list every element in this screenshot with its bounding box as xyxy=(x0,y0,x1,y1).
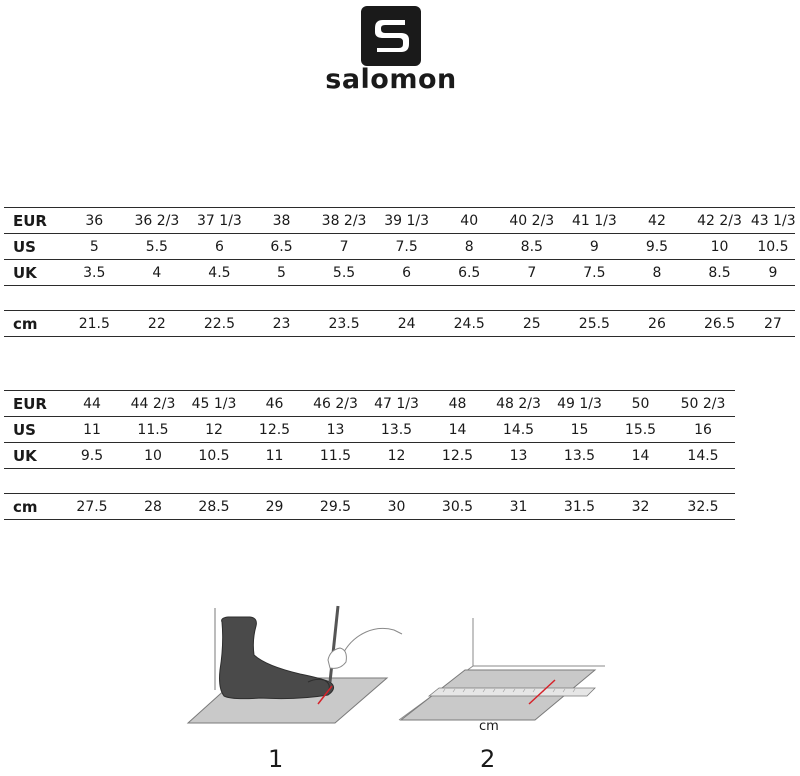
size-cell: 16 xyxy=(671,417,735,443)
size-cell: 5.5 xyxy=(313,260,376,286)
size-cell: 46 xyxy=(244,391,305,417)
size-cell: 30 xyxy=(366,494,427,520)
salomon-logo-icon xyxy=(361,6,421,66)
row-header: UK xyxy=(4,443,62,469)
gap-cell xyxy=(501,286,564,311)
gap-cell xyxy=(751,286,795,311)
size-cell: 14 xyxy=(610,443,671,469)
gap-cell xyxy=(438,286,501,311)
size-cell: 8.5 xyxy=(688,260,751,286)
size-cell: 47 1/3 xyxy=(366,391,427,417)
table-row xyxy=(4,417,735,443)
table-row xyxy=(4,443,735,469)
size-cell: 38 xyxy=(250,208,313,234)
size-cell: 12 xyxy=(184,417,244,443)
size-table-small xyxy=(4,207,795,337)
size-cell: 49 1/3 xyxy=(549,391,610,417)
size-cell: 25.5 xyxy=(563,311,626,337)
gap-cell xyxy=(563,286,626,311)
size-cell: 14.5 xyxy=(671,443,735,469)
step-1-label: 1 xyxy=(268,745,284,773)
size-cell: 7 xyxy=(501,260,564,286)
gap-cell xyxy=(250,286,313,311)
size-cell: 3.5 xyxy=(64,260,126,286)
size-cell: 4.5 xyxy=(189,260,251,286)
gap-cell xyxy=(688,286,751,311)
size-cell: 6 xyxy=(375,260,438,286)
gap-cell xyxy=(488,469,549,494)
row-header: EUR xyxy=(4,208,64,234)
size-cell: 36 xyxy=(64,208,126,234)
size-cell: 4 xyxy=(125,260,189,286)
size-cell: 25 xyxy=(501,311,564,337)
size-cell: 31 xyxy=(488,494,549,520)
size-cell: 11.5 xyxy=(122,417,184,443)
table-row xyxy=(4,311,795,337)
gap-cell xyxy=(244,469,305,494)
size-cell: 6 xyxy=(189,234,251,260)
gap-cell xyxy=(427,469,488,494)
size-cell: 48 xyxy=(427,391,488,417)
size-cell: 10 xyxy=(688,234,751,260)
size-cell: 5.5 xyxy=(125,234,189,260)
gap-cell xyxy=(626,286,689,311)
size-cell: 42 2/3 xyxy=(688,208,751,234)
size-cell: 43 1/3 xyxy=(751,208,795,234)
size-cell: 13 xyxy=(305,417,366,443)
size-table-large xyxy=(4,390,735,520)
gap-cell xyxy=(64,286,126,311)
size-cell: 37 1/3 xyxy=(189,208,251,234)
size-cell: 50 xyxy=(610,391,671,417)
row-header: EUR xyxy=(4,391,62,417)
size-cell: 8.5 xyxy=(501,234,564,260)
size-cell: 44 2/3 xyxy=(122,391,184,417)
step-2-label: 2 xyxy=(480,745,496,773)
size-cell: 8 xyxy=(438,234,501,260)
size-cell: 15.5 xyxy=(610,417,671,443)
size-cell: 32 xyxy=(610,494,671,520)
size-cell: 48 2/3 xyxy=(488,391,549,417)
size-cell: 5 xyxy=(250,260,313,286)
size-cell: 28 xyxy=(122,494,184,520)
size-cell: 12.5 xyxy=(244,417,305,443)
table-row xyxy=(4,208,795,234)
size-cell: 10 xyxy=(122,443,184,469)
size-cell: 24 xyxy=(375,311,438,337)
gap-cell xyxy=(62,469,122,494)
size-cell: 46 2/3 xyxy=(305,391,366,417)
size-cell: 10.5 xyxy=(751,234,795,260)
size-cell: 9.5 xyxy=(62,443,122,469)
size-cell: 36 2/3 xyxy=(125,208,189,234)
size-cell: 12 xyxy=(366,443,427,469)
gap-cell xyxy=(184,469,244,494)
size-cell: 42 xyxy=(626,208,689,234)
ruler-measure-illustration xyxy=(395,612,605,722)
size-cell: 5 xyxy=(64,234,126,260)
brand-wordmark: salomon xyxy=(325,64,457,95)
size-cell: 11 xyxy=(62,417,122,443)
size-cell: 41 1/3 xyxy=(563,208,626,234)
size-cell: 23.5 xyxy=(313,311,376,337)
row-header: US xyxy=(4,234,64,260)
gap-cell xyxy=(610,469,671,494)
size-cell: 9 xyxy=(563,234,626,260)
size-cell: 26.5 xyxy=(688,311,751,337)
size-cell: 45 1/3 xyxy=(184,391,244,417)
gap-cell xyxy=(4,469,62,494)
row-header: UK xyxy=(4,260,64,286)
table-gap-row xyxy=(4,286,795,311)
table-row xyxy=(4,391,735,417)
size-cell: 23 xyxy=(250,311,313,337)
row-header: cm xyxy=(4,494,62,520)
size-cell: 7.5 xyxy=(563,260,626,286)
gap-cell xyxy=(375,286,438,311)
size-cell: 29 xyxy=(244,494,305,520)
row-header: US xyxy=(4,417,62,443)
size-cell: 9.5 xyxy=(626,234,689,260)
size-cell: 50 2/3 xyxy=(671,391,735,417)
size-cell: 6.5 xyxy=(250,234,313,260)
size-cell: 11 xyxy=(244,443,305,469)
size-cell: 22.5 xyxy=(189,311,251,337)
size-cell: 38 2/3 xyxy=(313,208,376,234)
size-cell: 31.5 xyxy=(549,494,610,520)
size-cell: 13 xyxy=(488,443,549,469)
size-cell: 44 xyxy=(62,391,122,417)
gap-cell xyxy=(549,469,610,494)
unit-label: cm xyxy=(479,719,499,734)
size-cell: 7.5 xyxy=(375,234,438,260)
size-cell: 10.5 xyxy=(184,443,244,469)
table-gap-row xyxy=(4,469,735,494)
brand-header xyxy=(0,0,800,100)
size-cell: 6.5 xyxy=(438,260,501,286)
size-cell: 13.5 xyxy=(549,443,610,469)
table-row xyxy=(4,260,795,286)
gap-cell xyxy=(366,469,427,494)
gap-cell xyxy=(4,286,64,311)
gap-cell xyxy=(122,469,184,494)
size-cell: 40 2/3 xyxy=(501,208,564,234)
gap-cell xyxy=(305,469,366,494)
size-cell: 9 xyxy=(751,260,795,286)
size-cell: 14 xyxy=(427,417,488,443)
size-cell: 13.5 xyxy=(366,417,427,443)
size-cell: 15 xyxy=(549,417,610,443)
size-cell: 22 xyxy=(125,311,189,337)
size-cell: 14.5 xyxy=(488,417,549,443)
size-cell: 8 xyxy=(626,260,689,286)
size-cell: 30.5 xyxy=(427,494,488,520)
size-cell: 40 xyxy=(438,208,501,234)
size-cell: 26 xyxy=(626,311,689,337)
size-cell: 28.5 xyxy=(184,494,244,520)
foot-measure-illustration xyxy=(180,600,410,730)
size-cell: 32.5 xyxy=(671,494,735,520)
size-cell: 24.5 xyxy=(438,311,501,337)
size-cell: 27 xyxy=(751,311,795,337)
gap-cell xyxy=(671,469,735,494)
row-header: cm xyxy=(4,311,64,337)
size-cell: 7 xyxy=(313,234,376,260)
size-cell: 12.5 xyxy=(427,443,488,469)
size-cell: 11.5 xyxy=(305,443,366,469)
table-row xyxy=(4,494,735,520)
table-row xyxy=(4,234,795,260)
gap-cell xyxy=(313,286,376,311)
gap-cell xyxy=(125,286,189,311)
size-cell: 21.5 xyxy=(64,311,126,337)
size-cell: 27.5 xyxy=(62,494,122,520)
gap-cell xyxy=(189,286,251,311)
size-cell: 29.5 xyxy=(305,494,366,520)
size-cell: 39 1/3 xyxy=(375,208,438,234)
